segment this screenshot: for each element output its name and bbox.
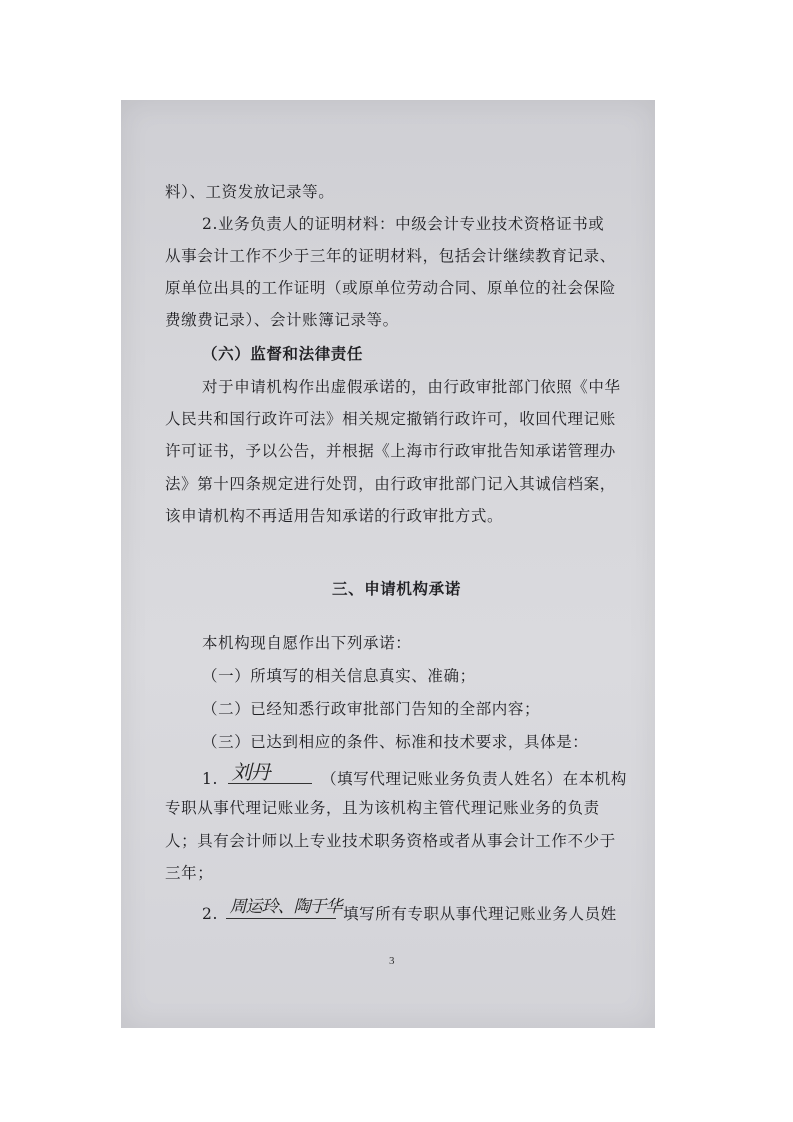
text-line: 专职从事代理记账业务，且为该机构主管代理记账业务的负责 <box>165 799 600 817</box>
text-line: 三年； <box>165 864 214 882</box>
text-line: 原单位出具的工作证明（或原单位劳动合同、原单位的社会保险 <box>165 279 616 297</box>
text-line: 人民共和国行政许可法》相关规定撤销行政许可，收回代理记账 <box>165 410 616 428</box>
name-blank <box>228 760 312 784</box>
text-line: （三）已达到相应的条件、标准和技术要求，具体是： <box>202 733 589 751</box>
item-text: 填写所有专职从事代理记账业务人员姓 <box>343 905 617 923</box>
page-number: 3 <box>389 955 395 967</box>
section-title: 三、申请机构承诺 <box>332 580 461 598</box>
document-page <box>121 100 655 1028</box>
item-2-line <box>202 897 617 924</box>
subsection-heading: （六）监督和法律责任 <box>202 345 364 363</box>
text-line: （一）所填写的相关信息真实、准确； <box>202 667 476 685</box>
text-line: 从事会计工作不少于三年的证明材料，包括会计继续教育记录、 <box>165 247 616 265</box>
item-number: 2. <box>202 905 218 923</box>
text-line: 料）、工资发放记录等。 <box>165 183 335 201</box>
text-line: 法》第十四条规定进行处罚，由行政审批部门记入其诚信档案， <box>165 475 616 493</box>
text-line: 对于申请机构作出虚假承诺的，由行政审批部门依照《中华 <box>202 378 621 396</box>
text-line: （二）已经知悉行政审批部门告知的全部内容； <box>202 700 541 718</box>
text-line: 费缴费记录）、会计账簿记录等。 <box>165 311 399 329</box>
text-line: 2.业务负责人的证明材料：中级会计专业技术资格证书或 <box>202 215 605 233</box>
handwritten-signature: 周运玲、陶于华 <box>229 897 342 917</box>
item-number: 1. <box>202 770 218 788</box>
text-line: 该申请机构不再适用告知承诺的行政审批方式。 <box>165 507 504 525</box>
text-line: 本机构现自愿作出下列承诺： <box>202 634 412 652</box>
name-blank <box>226 897 342 919</box>
item-1-line <box>202 760 627 789</box>
text-line: 许可证书，予以公告，并根据《上海市行政审批告知承诺管理办 <box>165 442 616 460</box>
item-text: （填写代理记账业务负责人姓名）在本机构 <box>321 770 627 788</box>
text-line: 人；具有会计师以上专业技术职务资格或者从事会计工作不少于 <box>165 832 616 850</box>
handwritten-signature: 刘丹 <box>231 760 270 784</box>
